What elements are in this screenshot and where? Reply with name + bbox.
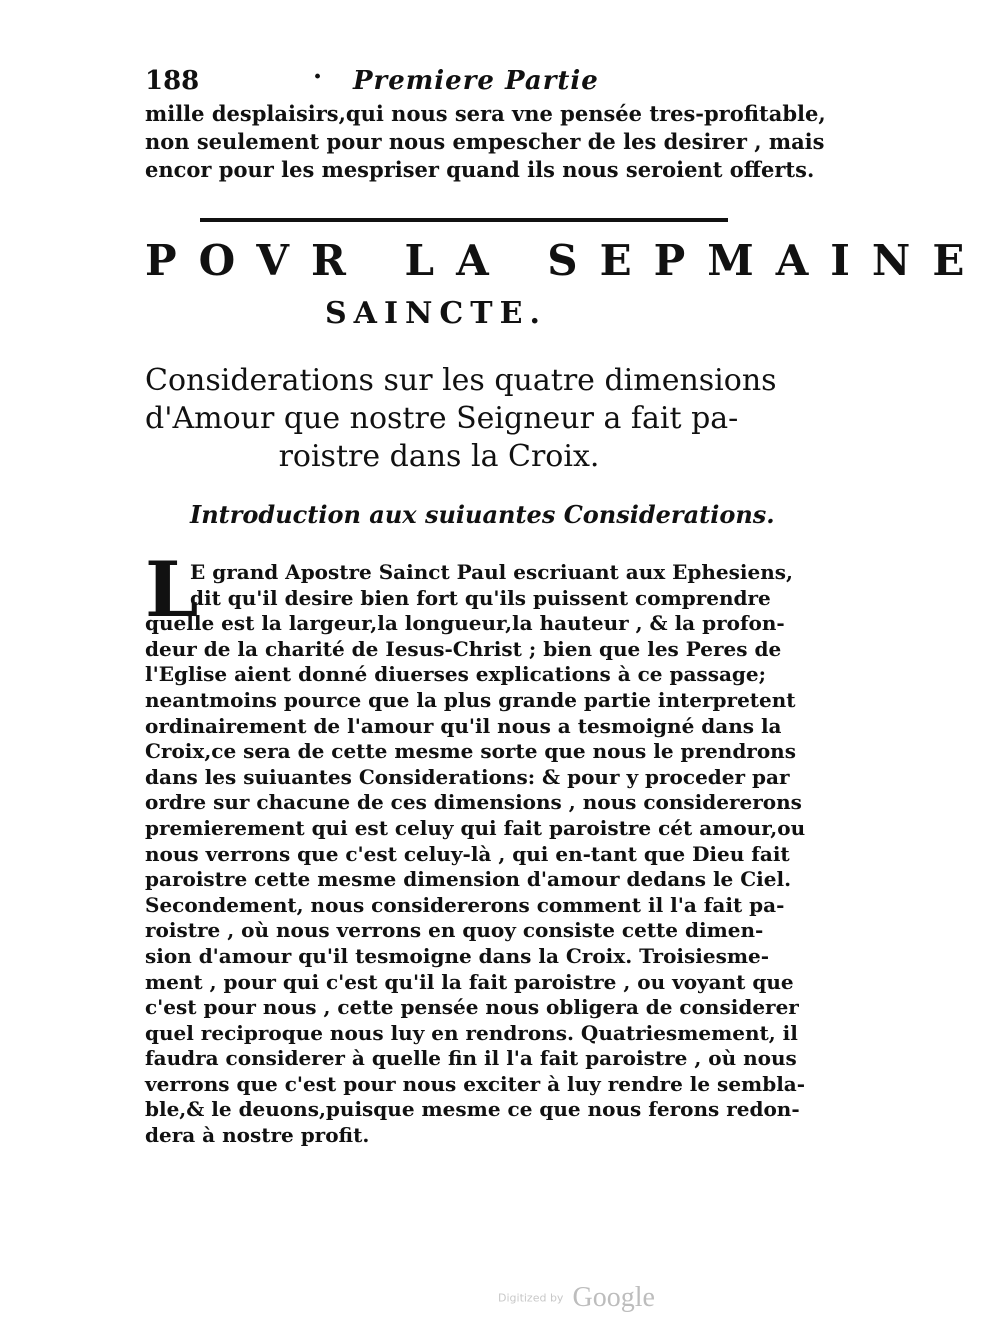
text-line: ordre sur chacune de ces dimensions , nous considererons (145, 790, 802, 815)
section-rule (200, 218, 728, 222)
carryover-paragraph (145, 100, 826, 184)
text-line: dera à nostre profit. (145, 1123, 370, 1148)
page-number: 188 (145, 66, 200, 96)
text-line: c'est pour nous , cette pensée nous obligera de considerer (145, 995, 799, 1020)
subtitle-line: Considerations sur les quatre dimensions (145, 363, 777, 398)
text-line: sion d'amour qu'il tesmoigne dans la Croix. Troisiesme- (145, 943, 770, 968)
text-line: verrons que c'est pour nous exciter à luy rendre le sembla- (145, 1071, 806, 1096)
text-line: quelle est la largeur,la longueur,la hauteur , & la profon- (145, 611, 785, 636)
text-line: dans les suiuantes Considerations: & pour y proceder par (145, 764, 790, 789)
text-line: roistre , où nous verrons en quoy consiste cette dimen- (145, 918, 764, 943)
page-header (145, 62, 735, 96)
subtitle-line: roistre dans la Croix. (278, 439, 600, 474)
section-subtitle (145, 362, 777, 476)
text-line: dit qu'il desire bien fort qu'ils puissent comprendre (190, 585, 771, 610)
text-line: ordinairement de l'amour qu'il nous a tesmoigné dans la (145, 713, 782, 738)
text-line: ble,& le deuons,puisque mesme ce que nous ferons redon- (145, 1097, 800, 1122)
text-line: non seulement pour nous empescher de les desirer , mais (145, 129, 825, 154)
digitized-watermark (498, 1282, 655, 1314)
running-head: Premiere Partie (353, 66, 599, 96)
text-line: paroistre cette mesme dimension d'amour dedans le Ciel. (145, 867, 792, 892)
watermark-prefix: Digitized by (498, 1291, 564, 1305)
body-paragraph (145, 560, 806, 1149)
text-line: Croix,ce sera de cette mesme sorte que nous le prendrons (145, 739, 796, 764)
text-line: mille desplaisirs,qui nous sera vne pensée tres-profitable, (145, 101, 826, 126)
header-dot: · (313, 62, 323, 92)
drop-cap: L (145, 545, 199, 634)
text-line: quel reciproque nous luy en rendrons. Quatriesmement, il (145, 1020, 798, 1045)
section-title-line2: SAINCTE. (325, 296, 547, 331)
intro-heading: Introduction aux suiuantes Considerations. (190, 500, 775, 529)
text-line: E grand Apostre Sainct Paul escriuant aux Ephesiens, (190, 560, 793, 584)
google-logo: Google (572, 1282, 655, 1313)
subtitle-line: d'Amour que nostre Seigneur a fait pa- (145, 401, 739, 436)
text-line: neantmoins pource que la plus grande partie interpretent (145, 687, 796, 712)
text-line: ment , pour qui c'est qu'il la fait paroistre , ou voyant que (145, 969, 794, 994)
text-line: nous verrons que c'est celuy-là , qui en-tant que Dieu fait (145, 841, 790, 866)
text-line: l'Eglise aient donné diuerses explications à ce passage; (145, 662, 767, 687)
section-title-line1: POVR LA SEPMAINE (145, 236, 986, 285)
text-line: encor pour les mespriser quand ils nous seroient offerts. (145, 157, 815, 182)
text-line: Secondement, nous considererons comment il l'a fait pa- (145, 892, 785, 917)
text-line: faudra considerer à quelle fin il l'a fait paroistre , où nous (145, 1046, 797, 1071)
text-line: premierement qui est celuy qui fait paroistre cét amour,ou (145, 815, 806, 840)
text-line: deur de la charité de Iesus-Christ ; bien que les Peres de (145, 636, 782, 661)
